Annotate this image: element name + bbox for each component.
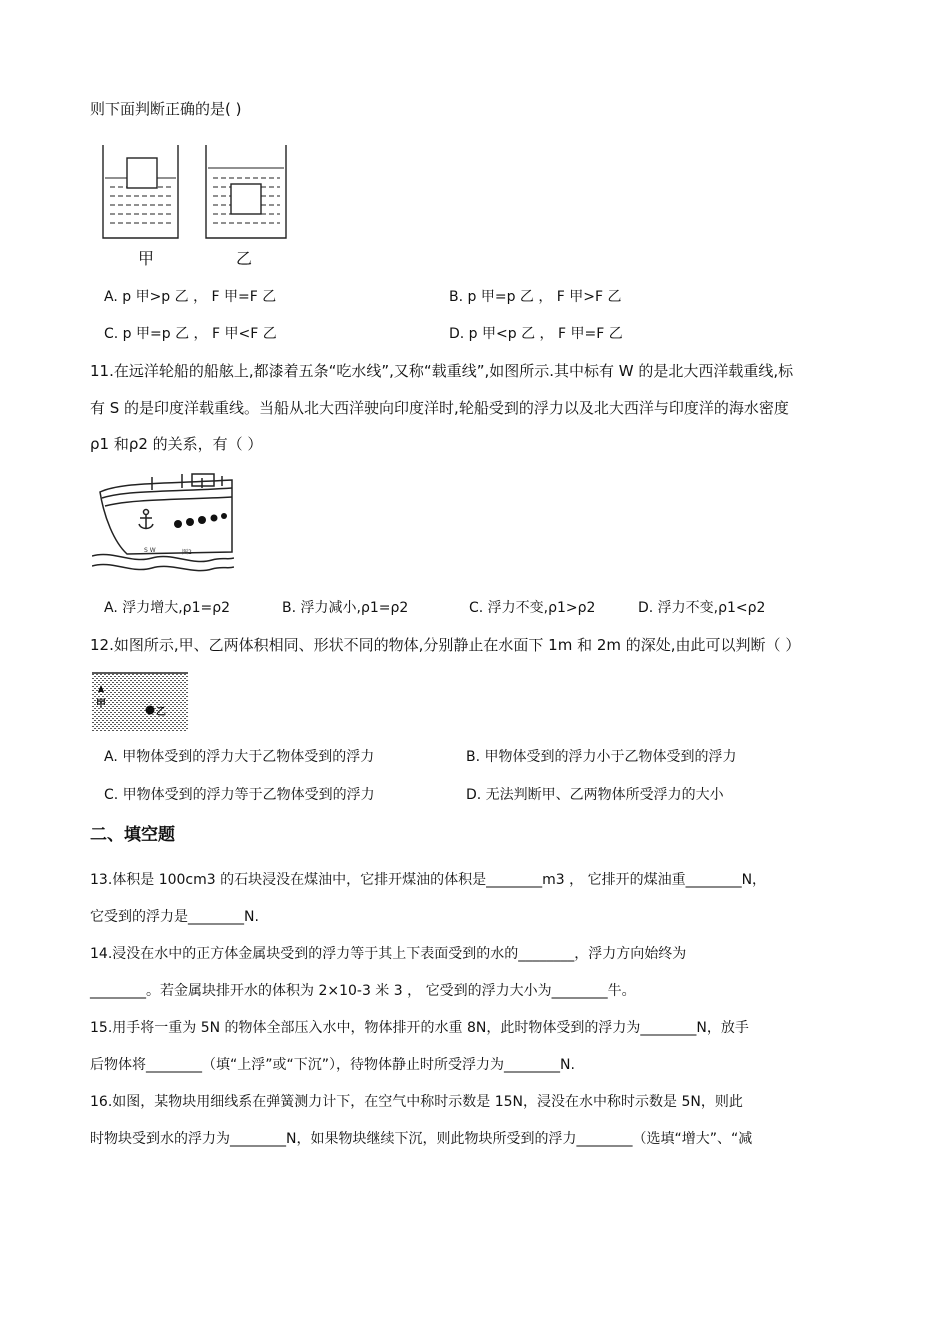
q10-fig-label-yi: 乙 bbox=[236, 249, 253, 268]
q11-line2: 有 S 的是印度洋载重线。当船从北大西洋驶向印度洋时,轮船受到的浮力以及北大西洋与印度洋的海水密度 bbox=[90, 399, 789, 417]
q14-line1: 14.浸没在水中的正方体金属块受到的浮力等于其上下表面受到的水的________，浮力方向始终为 bbox=[90, 946, 687, 962]
q10-beakers-figure bbox=[98, 140, 298, 245]
q10-option-a: A. p 甲>p 乙 ， F 甲=F 乙 bbox=[104, 289, 277, 305]
q13-line2: 它受到的浮力是________N. bbox=[90, 909, 259, 925]
q16-line1: 16.如图，某物块用细线系在弹簧测力计下，在空气中称时示数是 15N，浸没在水中称时示数是 5N，则此 bbox=[90, 1094, 743, 1110]
q10-option-c: C. p 甲=p 乙 ， F 甲<F 乙 bbox=[104, 326, 277, 342]
svg-text:S W: S W bbox=[144, 547, 156, 554]
q11-option-b: B. 浮力减小,ρ1=ρ2 bbox=[282, 600, 409, 616]
q11-line3: ρ1 和ρ2 的关系，有（ ） bbox=[90, 435, 263, 453]
q11-option-c: C. 浮力不变,ρ1>ρ2 bbox=[469, 600, 596, 616]
q10-stem: 则下面判断正确的是( ) bbox=[90, 100, 242, 118]
q12-stem: 12.如图所示,甲、乙两体积相同、形状不同的物体,分别静止在水面下 1m 和 2m 的深处,由此可以判断（ ） bbox=[90, 636, 801, 654]
q11-option-d: D. 浮力不变,ρ1<ρ2 bbox=[638, 600, 766, 616]
q16-line2: 时物块受到水的浮力为________N，如果物块继续下沉，则此物块所受到的浮力________（选填“增大”、“减 bbox=[90, 1131, 753, 1147]
q12-option-b: B. 甲物体受到的浮力小于乙物体受到的浮力 bbox=[466, 749, 737, 765]
q12-fig-label-yi: 乙 bbox=[156, 707, 166, 718]
q11-ship-figure bbox=[92, 472, 234, 576]
q12-fig-label-jia: 甲 bbox=[96, 699, 106, 710]
q10-option-b: B. p 甲=p 乙 ， F 甲>F 乙 bbox=[449, 289, 622, 305]
q10-fig-label-jia: 甲 bbox=[138, 249, 155, 268]
q12-option-d: D. 无法判断甲、乙两物体所受浮力的大小 bbox=[466, 787, 724, 803]
q11-option-a: A. 浮力增大,ρ1=ρ2 bbox=[104, 600, 230, 616]
q13-line1: 13.体积是 100cm3 的石块浸没在煤油中，它排开煤油的体积是________m3 ， 它排开的煤油重________N， bbox=[90, 872, 767, 888]
svg-text:图2: 图2 bbox=[182, 549, 192, 556]
section-fill-in-blanks-heading: 二、填空题 bbox=[90, 825, 175, 845]
beaker-jia bbox=[103, 145, 178, 238]
q12-water-figure bbox=[92, 670, 188, 732]
q12-option-a: A. 甲物体受到的浮力大于乙物体受到的浮力 bbox=[104, 749, 375, 765]
object-yi-circle bbox=[146, 706, 155, 715]
q15-line2: 后物体将________（填“上浮”或“下沉”），待物体静止时所受浮力为________N. bbox=[90, 1057, 575, 1073]
q14-line2: ________。若金属块排开水的体积为 2×10-3 米 3 ， 它受到的浮力大小为________牛。 bbox=[90, 983, 636, 999]
q10-option-d: D. p 甲<p 乙 ， F 甲=F 乙 bbox=[449, 326, 623, 342]
q15-line1: 15.用手将一重为 5N 的物体全部压入水中，物体排开的水重 8N，此时物体受到的浮力为________N，放手 bbox=[90, 1020, 749, 1036]
q11-line1: 11.在远洋轮船的船舷上,都漆着五条“吃水线”,又称“载重线”,如图所示.其中标有 W 的是北大西洋载重线,标 bbox=[90, 362, 794, 380]
beaker-yi bbox=[206, 145, 286, 238]
q12-option-c: C. 甲物体受到的浮力等于乙物体受到的浮力 bbox=[104, 787, 375, 803]
